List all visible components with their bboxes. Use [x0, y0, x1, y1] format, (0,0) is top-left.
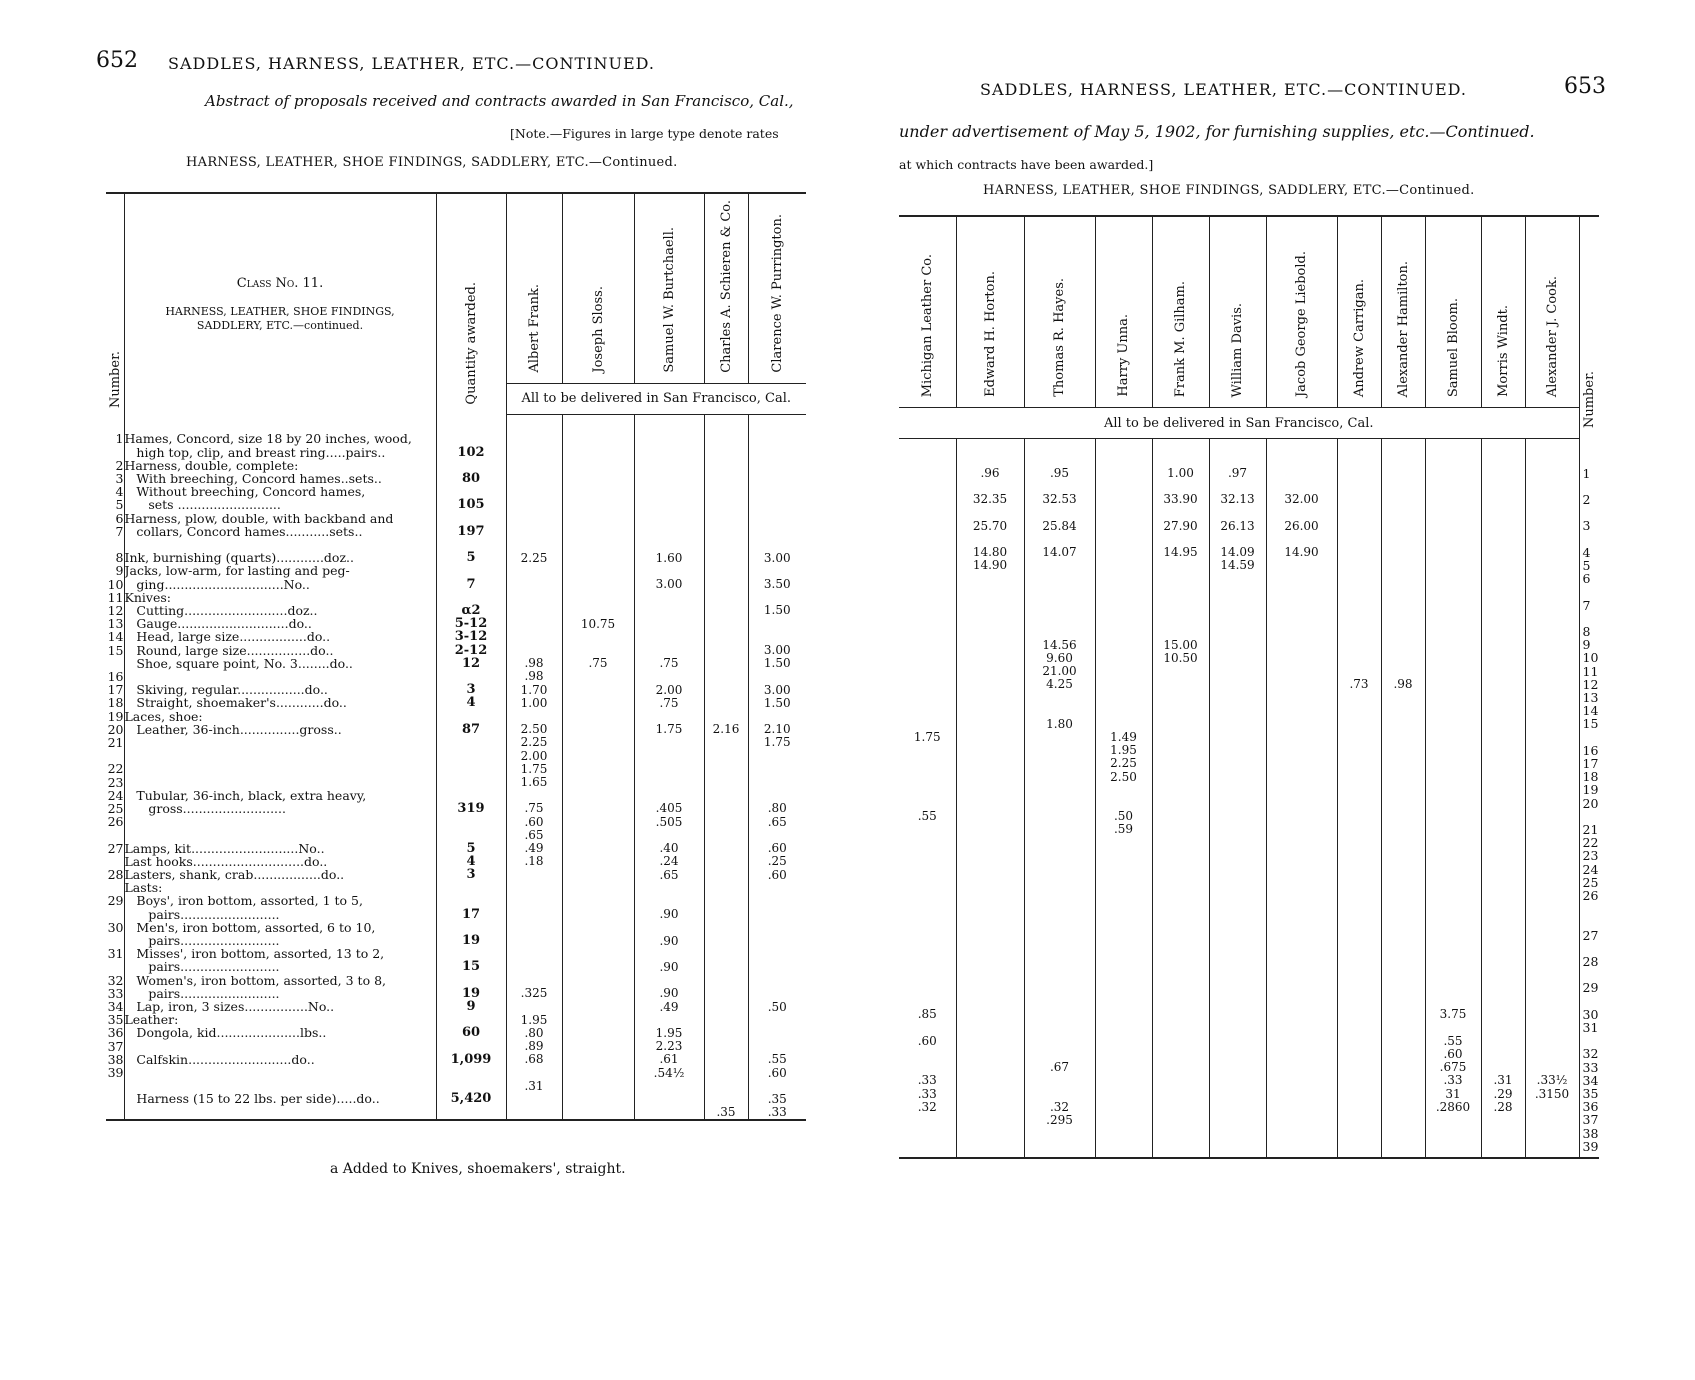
right-note: at which contracts have been awarded.] — [899, 157, 1154, 172]
michigan-values: 1.75 .55 .85 .60 .33 .33 .32 — [899, 439, 956, 1159]
schieren-values: 2.16 .35 — [704, 414, 748, 1120]
left-row-numbers: 1 2 3 4 5 6 7 8 9 10 11 12 13 14 15 16 17 18 19 20 21 22 23 24 25 26 27 28 29 30 31 32 33 34 35 36 37 38 39 — [106, 414, 124, 1120]
bidder-jacob-liebold: Jacob George Liebold. — [1294, 250, 1309, 397]
left-abstract-title: Abstract of proposals received and contracts awarded in San Francisco, Cal., — [205, 92, 794, 110]
right-subtitle: HARNESS, LEATHER, SHOE FINDINGS, SADDLERY, ETC.—Continued. — [983, 183, 1475, 198]
bidder-alexander-cook: Alexander J. Cook. — [1544, 275, 1560, 397]
right-row-numbers: 1 2 3 4 5 6 7 8 9 10 11 12 13 14 15 16 17 18 19 20 21 22 23 24 25 26 27 28 29 30 31 32 33 34 35 36 37 38 39 — [1582, 465, 1599, 1154]
albert-frank-values: 2.25 .98 .98 1.70 1.00 2.50 2.25 2.00 1.75 1.65 .75 .60 .65 .49 .18 .325 1.95 .80 .89 .68 .31 — [506, 414, 562, 1120]
left-footnote: a Added to Knives, shoemakers', straight. — [330, 1161, 626, 1177]
right-abstract-title: under advertisement of May 5, 1902, for furnishing supplies, etc.—Continued. — [899, 122, 1535, 141]
gilham-values: 1.00 33.90 27.90 14.95 15.00 10.50 — [1152, 439, 1209, 1159]
right-delivery: All to be delivered in San Francisco, Cal. — [899, 408, 1579, 439]
bidder-edward-horton: Edward H. Horton. — [982, 271, 998, 397]
horton-values: .96 32.35 25.70 14.80 14.90 — [956, 439, 1024, 1159]
left-subtitle: HARNESS, LEATHER, SHOE FINDINGS, SADDLERY, ETC.—Continued. — [186, 155, 678, 170]
hamilton-values: .98 — [1381, 439, 1425, 1159]
left-running-head: SADDLES, HARNESS, LEATHER, ETC.—CONTINUED. — [168, 54, 655, 73]
bidder-frank-gilham: Frank M. Gilham. — [1173, 280, 1188, 397]
quantity-header: Quantity awarded. — [463, 281, 479, 405]
left-number-header: Number. — [108, 351, 123, 409]
right-table — [899, 215, 1599, 1159]
right-running-head: SADDLES, HARNESS, LEATHER, ETC.—CONTINUED. — [980, 80, 1467, 99]
bloom-values: 3.75 .55 .60 .675 .33 31 .2860 — [1425, 439, 1481, 1159]
carrigan-values: .73 — [1337, 439, 1381, 1159]
right-number-header: Number. — [1581, 371, 1597, 429]
liebold-values: 32.00 26.00 14.90 — [1266, 439, 1337, 1159]
left-page-number: 652 — [96, 48, 138, 73]
class-subtitle: HARNESS, LEATHER, SHOE FINDINGS, SADDLERY, ETC.—continued. — [165, 304, 395, 332]
bidder-michigan-leather: Michigan Leather Co. — [919, 253, 935, 397]
unna-values: 1.49 1.95 2.25 2.50 .50 .59 — [1095, 439, 1152, 1159]
right-page-number: 653 — [1564, 74, 1606, 99]
bidder-harry-unna: Harry Unna. — [1116, 314, 1131, 397]
bidder-thomas-hayes: Thomas R. Hayes. — [1052, 278, 1067, 397]
davis-values: .97 32.13 26.13 14.09 14.59 — [1209, 439, 1266, 1159]
windt-values: .31 .29 .28 — [1481, 439, 1525, 1159]
quantity-values: 102 80 105 197 5 7 α2 5-12 3-12 2-12 12 3 4 87 319 5 4 3 17 19 15 19 9 60 1,099 5,420 — [436, 414, 506, 1120]
joseph-sloss-values: 10.75 .75 — [562, 414, 634, 1120]
purrington-values: 3.00 3.50 1.50 3.00 1.50 3.00 1.50 2.10 1.75 .80 .65 .60 .25 .60 .50 .55 .60 .35 .33 — [763, 550, 791, 1120]
left-delivery: All to be delivered in San Francisco, Cal. — [506, 383, 806, 414]
left-items: Hames, Concord, size 18 by 20 inches, wood, high top, clip, and breast ring.....pairs.. Harness, double, complete: With breeching, Concord hames..sets.. Without breeching, Concord hames, sets .......................... Harness, plow, double, with backband and collars, Concord hames...........sets.. Ink, burnishing (quarts)............doz.. Jacks, low-arm, for lasting and peg- ging..............................No.. Knives: Cutting..........................doz.. Gauge............................do.. Head, large size.................do.. Round, large size................do.. Shoe, square point, No. 3........do.. Skiving, regular.................do.. Straight, shoemaker's............do.. Laces, shoe: Leather, 36-inch...............gross.. Tubular, 36-inch, black, extra heavy, gross.......................... Lamps, kit...........................No.. Last hooks............................do.. Lasters, shank, crab.................do.. Lasts: Boys', iron bottom, assorted, 1 to 5, pairs......................... Men's, iron bottom, assorted, 6 to 10, pairs......................... Misses', iron bottom, assorted, 13 to 2, pairs......................... Women's, iron bottom, assorted, 3 to 8, pairs......................... Lap, iron, 3 sizes................No.. Leather: Dongola, kid.....................lbs.. Calfskin..........................do.. Harness (15 to 22 lbs. per side).....do.. — [124, 414, 436, 1120]
burtchaell-values: 1.60 3.00 .75 2.00 .75 1.75 .405 .505 .40 .24 .65 .90 .90 .90 .90 .49 1.95 2.23 .61 .54½ — [634, 414, 704, 1120]
bidder-alexander-hamilton: Alexander Hamilton. — [1395, 260, 1411, 397]
class-title: Class No. 11. — [236, 275, 324, 291]
bidder-clarence-purrington: Clarence W. Purrington. — [769, 214, 785, 373]
bidder-william-davis: William Davis. — [1230, 302, 1245, 397]
bidder-andrew-carrigan: Andrew Carrigan. — [1351, 278, 1367, 397]
bidder-samuel-bloom: Samuel Bloom. — [1445, 297, 1461, 397]
bidder-albert-frank: Albert Frank. — [526, 284, 542, 373]
cook-values: .33½ .3150 — [1525, 439, 1579, 1159]
bidder-morris-windt: Morris Windt. — [1495, 305, 1511, 397]
bidder-charles-schieren: Charles A. Schieren & Co. — [718, 200, 734, 373]
left-table — [106, 192, 806, 1121]
bidder-samuel-burtchaell: Samuel W. Burtchaell. — [661, 227, 677, 373]
hayes-values: .95 32.53 25.84 14.07 14.56 9.60 21.00 4.25 1.80 .67 .32 .295 — [1024, 439, 1095, 1159]
bidder-joseph-sloss: Joseph Sloss. — [590, 286, 606, 373]
left-note: [Note.—Figures in large type denote rates — [510, 126, 779, 141]
